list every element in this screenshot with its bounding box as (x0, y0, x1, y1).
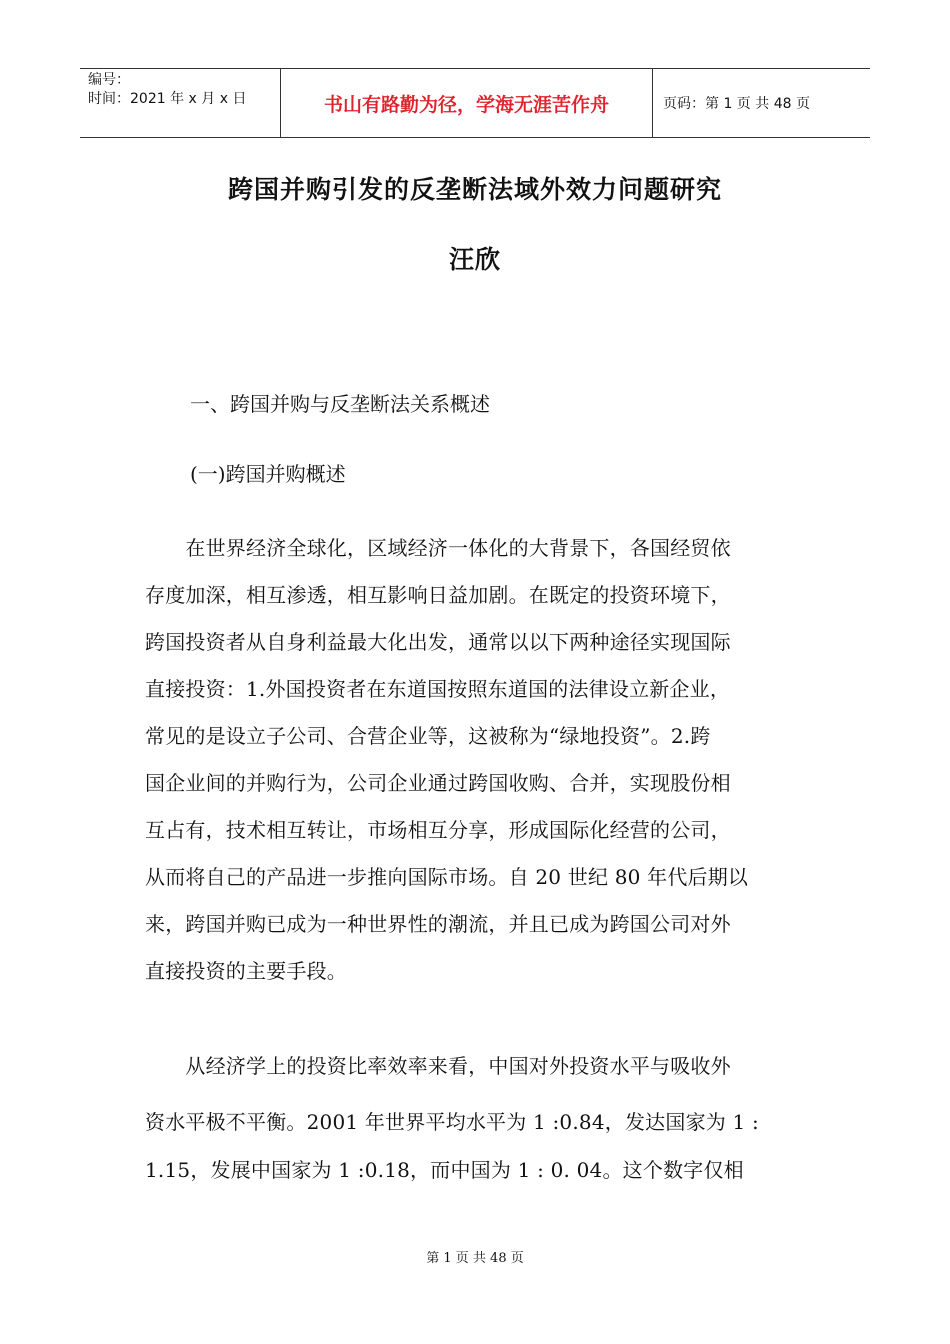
paragraph-line: 存度加深，相互渗透，相互影响日益加剧。在既定的投资环境下， (145, 583, 731, 607)
subsection-heading: (一)跨国并购概述 (190, 462, 346, 486)
motto-cell (281, 69, 653, 137)
page-info-text: 页码：第 1 页 共 48 页 (663, 96, 810, 112)
page-footer: 第 1 页 共 48 页 (426, 1251, 524, 1266)
paragraph-line: 在世界经济全球化，区域经济一体化的大背景下，各国经贸依 (145, 536, 731, 560)
document-author: 汪欣 (448, 245, 501, 274)
header-meta-cell (80, 69, 281, 137)
document-title: 跨国并购引发的反垄断法域外效力问题研究 (227, 175, 722, 204)
paragraph-line: 互占有，技术相互转让，市场相互分享，形成国际化经营的公司， (145, 818, 731, 842)
paragraph-line: 跨国投资者从自身利益最大化出发，通常以以下两种途径实现国际 (145, 630, 731, 654)
paragraph-line: 直接投资的主要手段。 (145, 959, 347, 983)
paragraph-line: 常见的是设立子公司、合营企业等，这被称为“绿地投资”。2.跨 (145, 724, 711, 748)
paragraph-line: 直接投资：1.外国投资者在东道国按照东道国的法律设立新企业， (145, 677, 731, 701)
motto-text: 书山有路勤为径，学海无涯苦作舟 (323, 93, 609, 116)
paragraph-line: 从而将自己的产品进一步推向国际市场。自 20 世纪 80 年代后期以 (145, 865, 749, 889)
paragraph-line: 来，跨国并购已成为一种世界性的潮流，并且已成为跨国公司对外 (145, 912, 731, 936)
paragraph-line: 1.15，发展中国家为 1 :0.18，而中国为 1 : 0. 04。这个数字仅相 (145, 1158, 744, 1182)
document-header (80, 68, 870, 138)
paragraph-line: 从经济学上的投资比率效率来看，中国对外投资水平与吸收外 (145, 1054, 731, 1078)
paragraph-line: 国企业间的并购行为，公司企业通过跨国收购、合并，实现股份相 (145, 771, 731, 795)
page-info-cell (653, 69, 870, 137)
time-label: 时间：2021 年 x 月 x 日 (88, 91, 247, 107)
paragraph-line: 资水平极不平衡。2001 年世界平均水平为 1 :0.84，发达国家为 1 : (145, 1110, 759, 1134)
number-label: 编号： (88, 72, 130, 88)
section-heading: 一、跨国并购与反垄断法关系概述 (190, 392, 490, 416)
